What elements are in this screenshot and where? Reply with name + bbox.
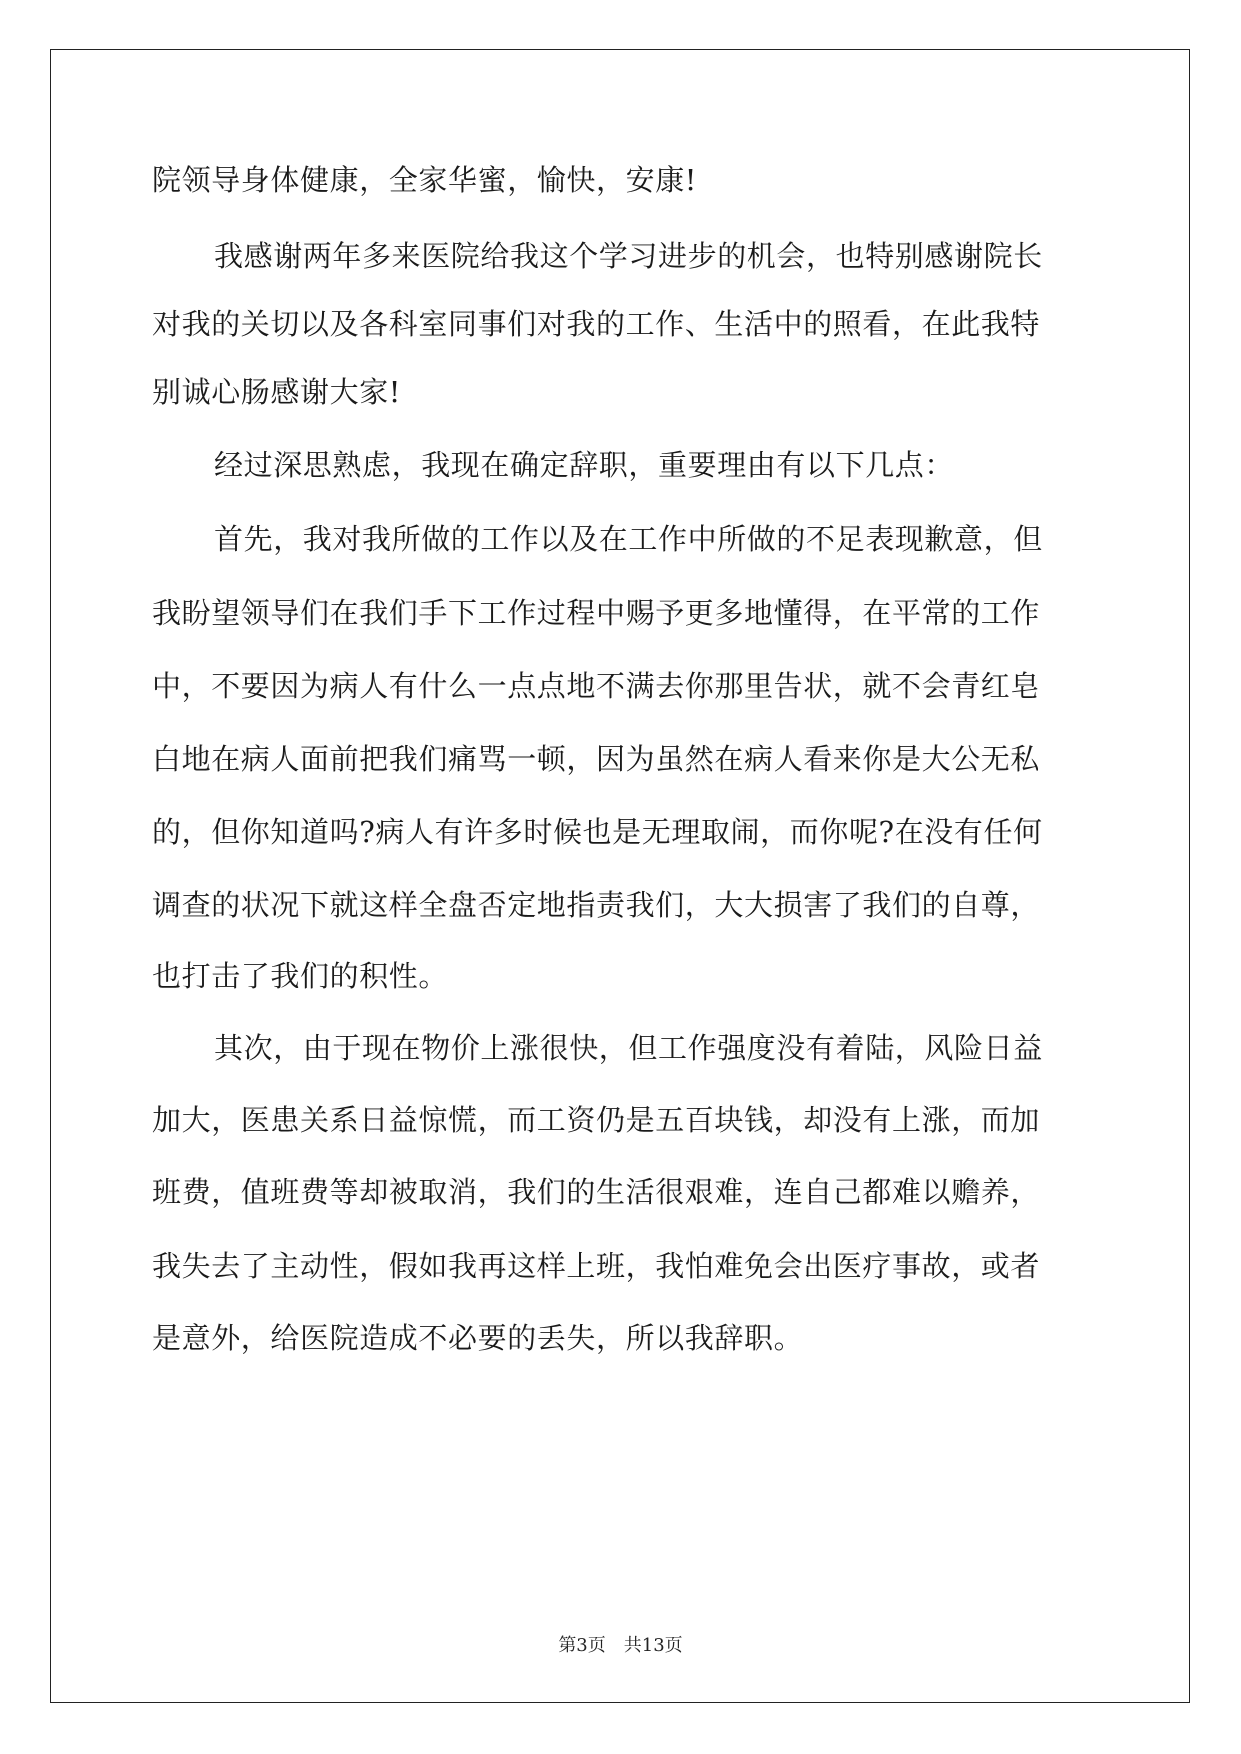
text-line: 我失去了主动性，假如我再这样上班，我怕难免会出医疗事故，或者: [152, 1249, 1041, 1283]
paragraph-start-line: 其次，由于现在物价上涨很快，但工作强度没有着陆，风险日益: [214, 1031, 1043, 1065]
text-line: 我盼望领导们在我们手下工作过程中赐予更多地懂得，在平常的工作: [152, 596, 1041, 630]
page-number-footer: 第3页 共13页: [558, 1635, 683, 1656]
text-line: 白地在病人面前把我们痛骂一顿，因为虽然在病人看来你是大公无私: [152, 742, 1041, 776]
text-line: 是意外，给医院造成不必要的丢失，所以我辞职。: [152, 1321, 804, 1355]
text-line: 班费，值班费等却被取消，我们的生活很艰难，连自己都难以赡养，: [152, 1175, 1041, 1209]
text-line: 也打击了我们的积性。: [152, 959, 449, 993]
page-border: [50, 49, 1190, 1703]
text-line: 调查的状况下就这样全盘否定地指责我们，大大损害了我们的自尊，: [152, 888, 1041, 922]
text-line: 加大，医患关系日益惊慌，而工资仍是五百块钱，却没有上涨，而加: [152, 1103, 1041, 1137]
text-line: 院领导身体健康，全家华蜜，愉快，安康!: [152, 163, 698, 197]
text-line: 对我的关切以及各科室同事们对我的工作、生活中的照看，在此我特: [152, 307, 1041, 341]
paragraph-start-line: 首先，我对我所做的工作以及在工作中所做的不足表现歉意，但: [214, 522, 1043, 556]
text-line: 的，但你知道吗?病人有许多时候也是无理取闹，而你呢?在没有任何: [152, 815, 1043, 849]
paragraph-start-line: 我感谢两年多来医院给我这个学习进步的机会，也特别感谢院长: [214, 239, 1043, 273]
text-line: 中，不要因为病人有什么一点点地不满去你那里告状，就不会青红皂: [152, 669, 1041, 703]
text-line: 别诚心肠感谢大家!: [152, 375, 402, 409]
paragraph-start-line: 经过深思熟虑，我现在确定辞职，重要理由有以下几点：: [214, 448, 955, 482]
